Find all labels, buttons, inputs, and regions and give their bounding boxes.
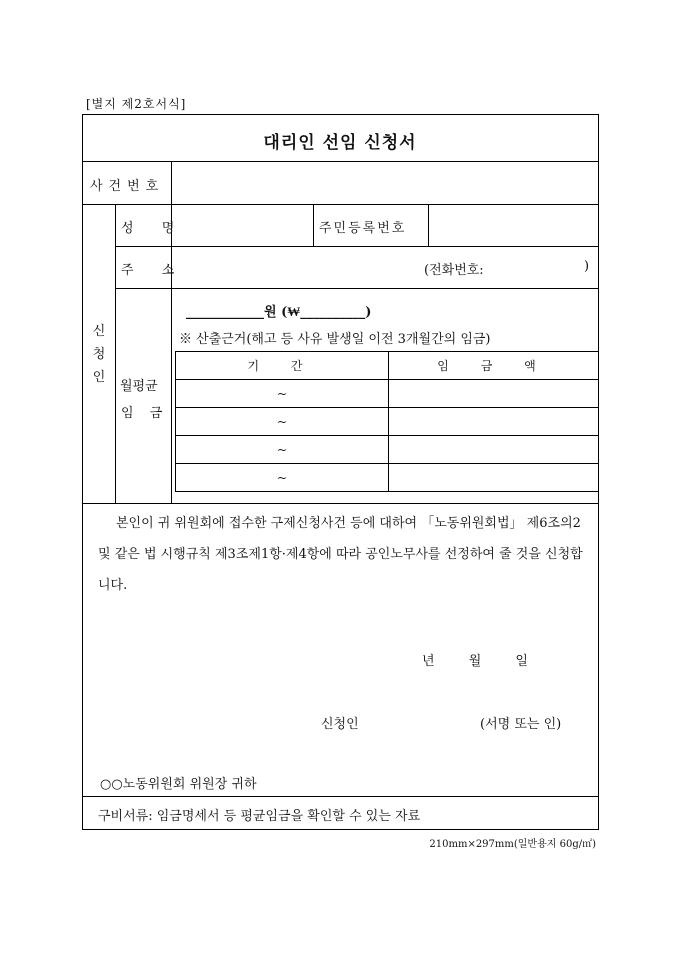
divider [82, 503, 599, 504]
resident-number-label: 주민등록번호 [319, 221, 407, 236]
sign-note: (서명 또는 인) [480, 717, 562, 732]
statement: 본인이 귀 위원회에 접수한 구제신청사건 등에 대하여 「노동위원회법」 제6조의2 및 같은 법 시행규칙 제3조제1항·제4항에 따라 공인노무사를 선정하여 줄 것을 신청합니다. [98, 516, 583, 593]
divider [115, 288, 599, 289]
applicant-label: 신청인 [92, 324, 106, 385]
divider [313, 204, 314, 246]
applicant-sign-label: 신청인 [321, 717, 359, 732]
required-documents: 구비서류: 임금명세서 등 평균임금을 확인할 수 있는 자료 [98, 809, 421, 824]
period-header: 기 간 [176, 352, 389, 380]
table-row [176, 464, 599, 492]
amount-cell[interactable] [389, 464, 599, 492]
page-title: 대리인 선임 신청서 [263, 133, 417, 153]
divider [82, 161, 599, 162]
amount-cell[interactable] [389, 436, 599, 464]
address-label: 주 소 [121, 263, 187, 278]
phone-close: ) [584, 259, 590, 274]
wage-amount-line: ____________원 (₩__________) [186, 305, 372, 320]
table-row [176, 380, 599, 408]
form-tag: [별지 제2호서식] [86, 97, 187, 111]
phone-label: (전화번호: [424, 263, 484, 278]
divider [82, 796, 599, 797]
table-row [176, 408, 599, 436]
divider [115, 204, 116, 503]
amount-cell[interactable] [389, 380, 599, 408]
divider [115, 246, 599, 247]
amount-cell[interactable] [389, 408, 599, 436]
divider [428, 204, 429, 246]
period-cell[interactable]: ~ [176, 408, 389, 436]
avg-wage-label-2: 임 금 [121, 406, 169, 421]
name-label: 성 명 [121, 221, 187, 236]
period-cell[interactable]: ~ [176, 436, 389, 464]
wage-basis: ※ 산출근거(해고 등 사유 발생일 이전 3개월간의 임금) [179, 332, 491, 347]
divider [171, 161, 172, 503]
case-number-label: 사건번호 [90, 179, 165, 194]
divider [82, 204, 599, 205]
date-line: 년 월 일 [422, 654, 528, 669]
wage-table [175, 351, 599, 492]
wage-amount-header: 임 금 액 [389, 352, 599, 380]
addressee: ○○노동위원회 위원장 귀하 [100, 777, 257, 792]
table-header-row [176, 352, 599, 380]
avg-wage-label: 월평균 [120, 379, 158, 394]
paper-note: 210mm×297mm(일반용지 60g/㎡) [429, 839, 596, 850]
period-cell[interactable]: ~ [176, 380, 389, 408]
period-cell[interactable]: ~ [176, 464, 389, 492]
table-row [176, 436, 599, 464]
